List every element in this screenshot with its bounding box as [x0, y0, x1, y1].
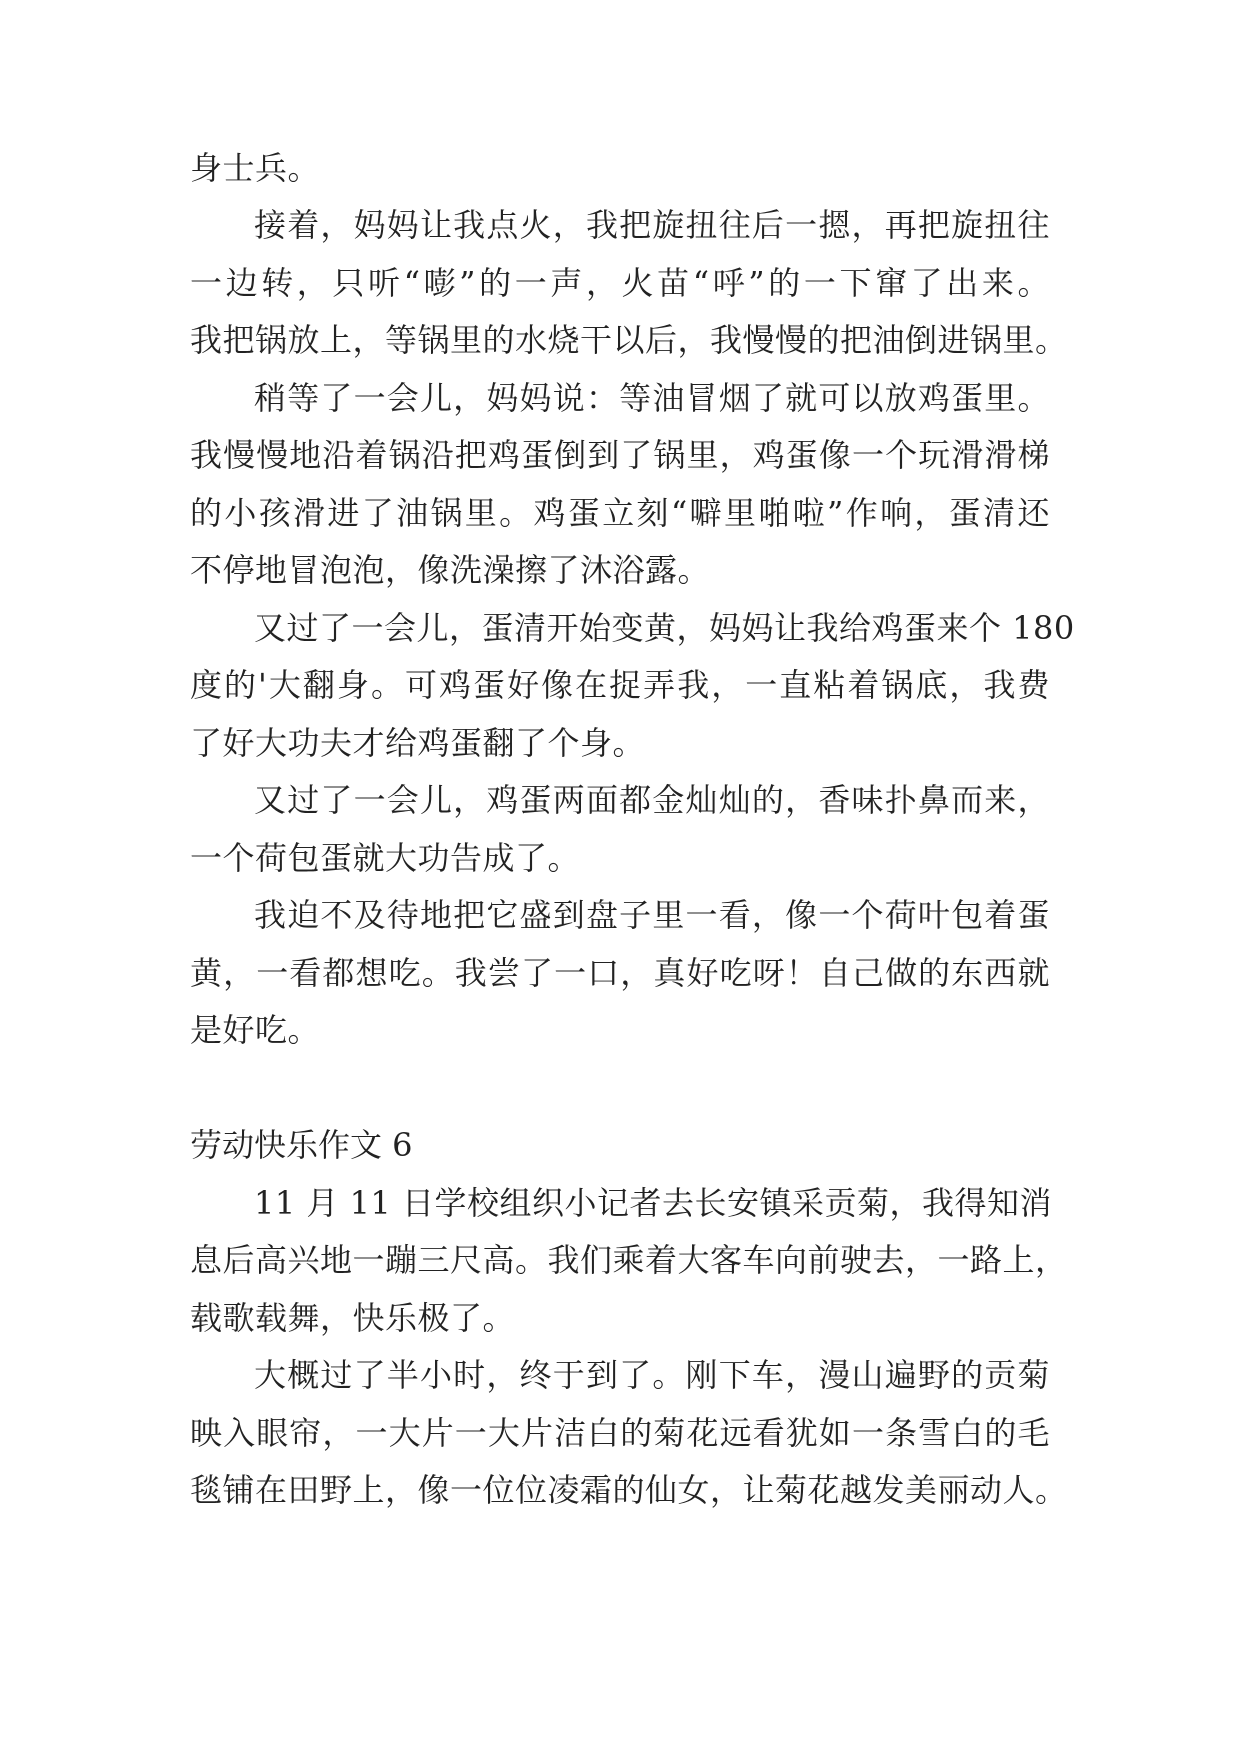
text-line: 黄，一看都想吃。我尝了一口，真好吃呀！自己做的东西就	[190, 954, 1050, 992]
text-line: 我迫不及待地把它盛到盘子里一看，像一个荷叶包着蛋	[254, 896, 1050, 934]
text-line: 一个荷包蛋就大功告成了。	[190, 839, 581, 877]
text-line: 了好大功夫才给鸡蛋翻了个身。	[190, 724, 646, 762]
text-line: 度的'大翻身。可鸡蛋好像在捉弄我，一直粘着锅底，我费	[190, 666, 1050, 704]
text-line: 的小孩滑进了油锅里。鸡蛋立刻“噼里啪啦”作响，蛋清还	[190, 494, 1050, 532]
text-line: 息后高兴地一蹦三尺高。我们乘着大客车向前驶去，一路上，	[190, 1241, 1068, 1279]
text-line: 一边转，只听“嘭”的一声，火苗“呼”的一下窜了出来。	[190, 264, 1050, 302]
text-line: 又过了一会儿，鸡蛋两面都金灿灿的，香味扑鼻而来，	[254, 781, 1050, 819]
text-line: 我慢慢地沿着锅沿把鸡蛋倒到了锅里，鸡蛋像一个玩滑滑梯	[190, 436, 1050, 474]
text-line: 稍等了一会儿，妈妈说：等油冒烟了就可以放鸡蛋里。	[254, 379, 1050, 417]
text-line: 接着，妈妈让我点火，我把旋扭往后一摁，再把旋扭往	[254, 206, 1050, 244]
text-line: 载歌载舞，快乐极了。	[190, 1299, 516, 1337]
text-line: 是好吃。	[190, 1011, 321, 1049]
text-line: 大概过了半小时，终于到了。刚下车，漫山遍野的贡菊	[254, 1356, 1050, 1394]
text-line: 身士兵。	[190, 149, 321, 187]
text-line: 毯铺在田野上，像一位位凌霜的仙女，让菊花越发美丽动人。	[190, 1471, 1068, 1509]
text-line: 我把锅放上，等锅里的水烧干以后，我慢慢的把油倒进锅里。	[190, 321, 1068, 359]
text-line: 不停地冒泡泡，像洗澡擦了沐浴露。	[190, 551, 711, 589]
text-line: 11 月 11 日学校组织小记者去长安镇采贡菊，我得知消	[254, 1184, 1052, 1222]
section-heading: 劳动快乐作文 6	[190, 1126, 413, 1164]
text-line: 又过了一会儿，蛋清开始变黄，妈妈让我给鸡蛋来个 180	[254, 609, 1075, 647]
text-line: 映入眼帘，一大片一大片洁白的菊花远看犹如一条雪白的毛	[190, 1414, 1050, 1452]
